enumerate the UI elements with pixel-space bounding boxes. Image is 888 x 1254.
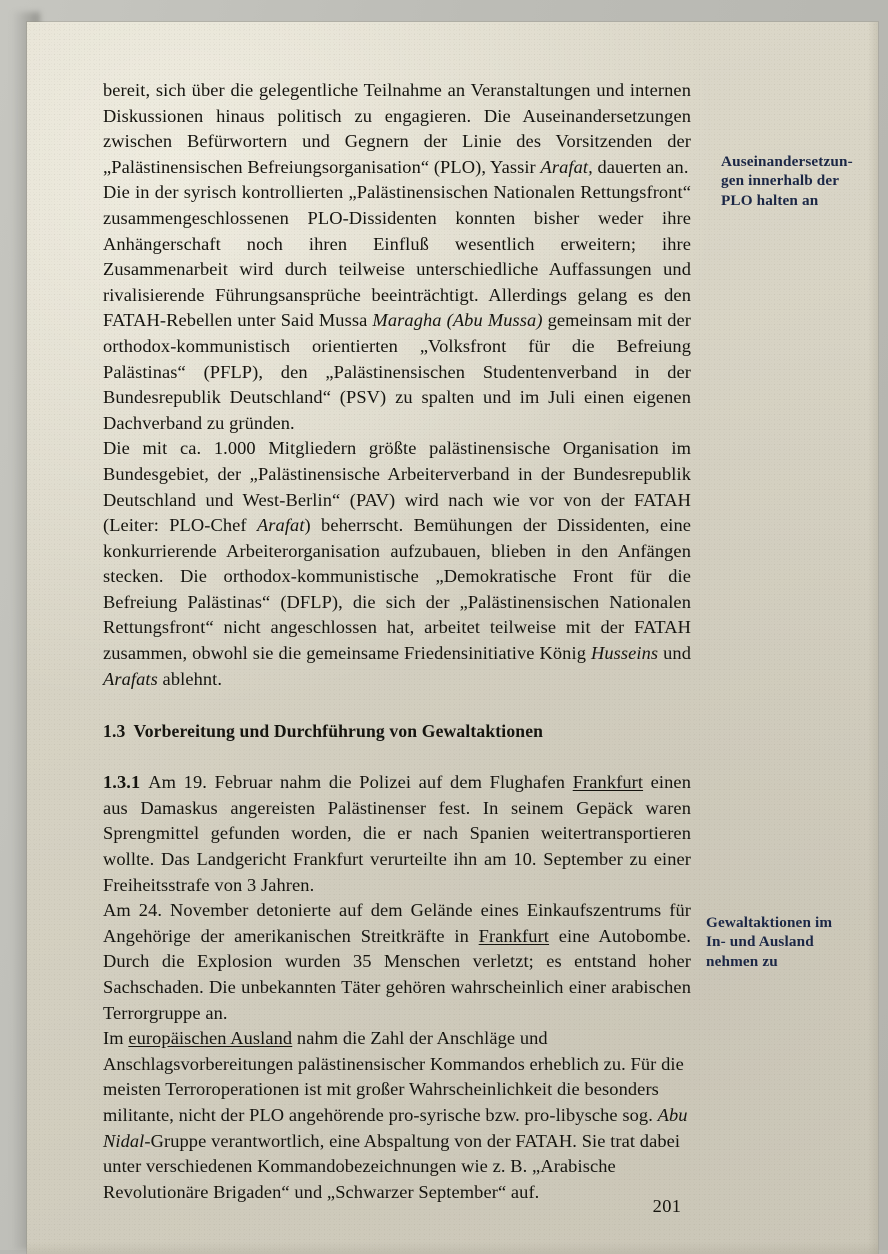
page-bottom-edge xyxy=(27,1242,878,1254)
place-link-frankfurt-2: Frankfurt xyxy=(478,925,550,946)
place-link-europaeisches-ausland: europäischen Ausland xyxy=(128,1028,293,1049)
paragraph-6-text-a: Im xyxy=(103,1028,129,1049)
document-page xyxy=(27,22,878,1254)
paragraph-4-text-b: einen aus Damaskus angereisten Palästinenser fest. In seinem Gepäck waren Sprengmittel gefunden worden, die er nach Spanien weitertransportieren wollte. Das Landgericht Frankfurt verurteilte ihn am 10. September zu einer Freiheitsstrafe von 3 Jahren. xyxy=(103,772,691,895)
page-number: 201 xyxy=(652,1196,682,1216)
paragraph-1 xyxy=(103,78,691,180)
group-name-abu-nidal: Abu Nidal xyxy=(103,1104,688,1151)
margin-note-plo-disputes xyxy=(721,152,888,210)
margin-note-2-line-3: nehmen zu xyxy=(706,952,778,970)
paragraph-6-text-c: -Gruppe verantwortlich, eine Abspaltung von der FATAH. Sie trat dabei unter verschiedenen Kommandobezeichnungen wie z. B. „Arabische Revolutionäre Brigaden“ und „Schwarzer September“ auf. xyxy=(103,1130,681,1202)
person-name-maragha: Maragha (Abu Mussa) xyxy=(372,310,543,331)
paragraph-6-text-b: nahm die Zahl der Anschläge und Anschlagsvorbereitungen palästinensischer Kommandos erheblich zu. Für die meisten Terroroperationen ist mit großer Wahrscheinlichkeit die besonders militante, nicht der PLO angehörende pro-syrische bzw. pro-libysche sog. xyxy=(103,1028,684,1125)
heading-space-above xyxy=(103,692,691,719)
person-name-husseins: Husseins xyxy=(590,643,659,664)
margin-note-2-line-1: Gewaltaktionen im xyxy=(706,914,833,931)
paragraph-5-text-a: Am 24. November detonierte auf dem Gelände eines Einkaufszentrums für Angehörige der amerikanischen Streitkräfte in xyxy=(103,900,691,946)
paragraph-3-text-c: und xyxy=(658,643,691,664)
paragraph-1-text-a: bereit, sich über die gelegentliche Teilnahme an Veranstaltungen und internen Diskussionen hinaus politisch zu engagieren. Die Auseinandersetzungen zwischen Befürwortern und Gegnern der Linie des Vorsitzenden der „Palästinensischen Befreiungsorganisation“ (PLO), Yassir xyxy=(103,80,691,177)
section-heading xyxy=(103,719,691,743)
margin-note-violent-actions xyxy=(706,913,888,971)
margin-note-1-line-3: PLO halten an xyxy=(721,191,819,209)
section-heading-number: 1.3 xyxy=(103,721,126,742)
body-text-column xyxy=(103,78,691,1205)
paragraph-3-text-a: Die mit ca. 1.000 Mitgliedern größte palästinensische Organisation im Bundesgebiet, der „Palästinensische Arbeiterverband in der Bundesrepublik Deutschland und West-Berlin“ (PAV) wird nach wie vor von der FATAH (Leiter: PLO-Chef xyxy=(103,438,691,536)
paragraph-5-text-b: eine Autobombe. Durch die Explosion wurden 35 Menschen verletzt; es entstand hoher Sachschaden. Die unbekannten Täter gehören wahrscheinlich einer arabischen Terrorgruppe an. xyxy=(103,925,691,1023)
paragraph-3 xyxy=(103,436,691,692)
paragraph-1-text-b: dauerten an. xyxy=(592,156,689,177)
heading-space-below xyxy=(103,743,691,770)
place-link-frankfurt-1: Frankfurt xyxy=(572,772,644,793)
paragraph-2-text-b: gemeinsam mit der orthodox-kommunistisch orientierten „Volksfront für die Befreiung Palästinas“ (PFLP), den „Palästinensischen Studentenverband in der Bundesrepublik Deutschland“ (PSV) zu spalten und im Juli einen eigenen Dachverband zu gründen. xyxy=(103,310,691,433)
paragraph-3-text-b: ) beherrscht. Bemühungen der Dissidenten, eine konkurrierende Arbeiterorganisation aufzubauen, blieben in den Anfängen stecken. Die orthodox-kommunistische „Demokratische Front für die Befreiung Palästinas“ (DFLP), die sich der „Palästinensischen Nationalen Rettungsfront“ nicht angeschlossen hat, arbeitet teilweise mit der FATAH zusammen, obwohl sie die gemeinsame Friedensinitiative König xyxy=(103,515,692,664)
person-name-arafats: Arafats xyxy=(103,668,158,689)
paragraph-3-text-d: ablehnt. xyxy=(157,668,223,689)
section-heading-title: Vorbereitung und Durchführung von Gewaltaktionen xyxy=(133,721,544,742)
paragraph-5 xyxy=(103,898,691,1026)
paragraph-4-text-a: Am 19. Februar nahm die Polizei auf dem Flughafen xyxy=(148,772,573,793)
paragraph-4 xyxy=(103,770,691,898)
paragraph-6 xyxy=(103,1026,691,1205)
person-name-arafat-2: Arafat xyxy=(256,515,305,536)
paragraph-2 xyxy=(103,180,691,436)
margin-note-1-line-1: Auseinandersetzun- xyxy=(721,153,853,170)
person-name-arafat: Arafat, xyxy=(540,156,593,177)
paragraph-2-text-a: Die in der syrisch kontrollierten „Palästinensischen Nationalen Rettungsfront“ zusammengeschlossenen PLO-Dissidenten konnten bisher weder ihre Anhängerschaft noch ihren Einfluß wesentlich erweitern; ihre Zusammenarbeit wird durch teilweise unterschiedliche Auffassungen und rivalisierende Führungsansprüche beeinträchtigt. Allerdings gelang es den FATAH-Rebellen unter Said Mussa xyxy=(103,182,691,331)
margin-note-1-line-2: gen innerhalb der xyxy=(721,172,840,190)
margin-note-2-line-2: In- und Ausland xyxy=(706,933,814,951)
subsection-number: 1.3.1 xyxy=(103,772,141,793)
